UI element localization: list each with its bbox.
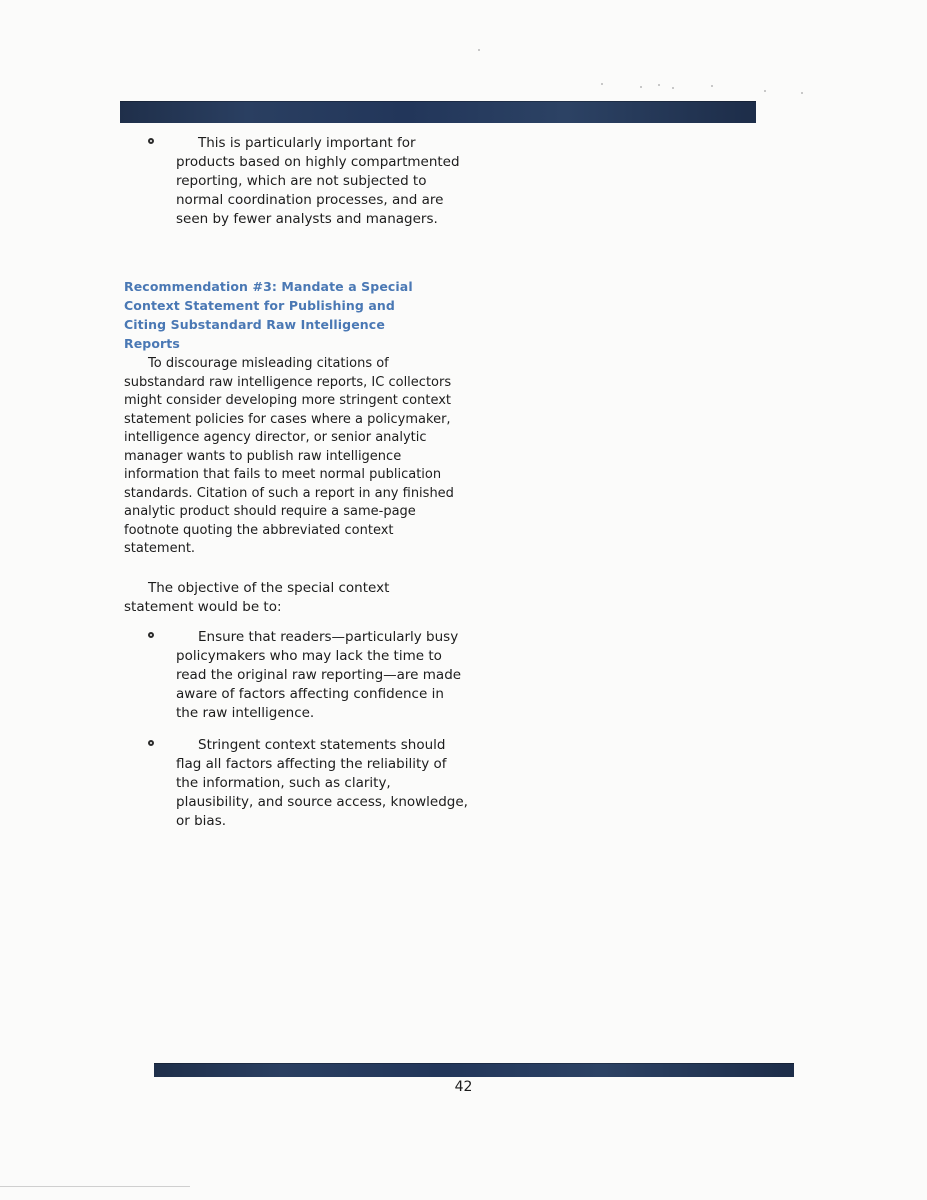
bullet-text bbox=[176, 736, 468, 831]
section-heading: Recommendation #3: Mandate a Special Context Statement for Publishing and Citing Substandard Raw Intelligence Reports bbox=[124, 279, 413, 351]
bullet-text bbox=[176, 628, 468, 723]
scan-speck bbox=[711, 85, 713, 87]
paragraph-1-text: To discourage misleading citations of substandard raw intelligence reports, IC collectors might consider developing more stringent context statement policies for cases where a policymaker, intelligence agency director, or senior analytic manager wants to publish raw intelligence information that fails to meet normal publication standards. Citation of such a report in any finished analytic product should require a same-page footnote quoting the abbreviated context statement. bbox=[124, 356, 454, 556]
page-number: 42 bbox=[454, 1079, 473, 1095]
scan-speck bbox=[640, 86, 642, 88]
scan-speck bbox=[672, 87, 674, 89]
bullet-item bbox=[148, 736, 468, 831]
bullet-icon bbox=[148, 632, 154, 638]
bullet-item bbox=[148, 134, 468, 229]
body-paragraph bbox=[124, 355, 454, 559]
footer-bar bbox=[154, 1063, 794, 1077]
bullet-1-text: This is particularly important for products based on highly compartmented reporting, which are not subjected to normal coordination processes, and are seen by fewer analysts and managers. bbox=[176, 135, 460, 227]
scan-edge-line bbox=[0, 1186, 190, 1187]
bullet-3-text: Stringent context statements should flag all factors affecting the reliability of the information, such as clarity, plausibility, and source access, knowledge, or bias. bbox=[176, 737, 468, 829]
scan-speck bbox=[801, 92, 803, 94]
bullet-item bbox=[148, 628, 468, 723]
scan-speck bbox=[478, 49, 480, 51]
scan-speck bbox=[658, 84, 660, 86]
body-paragraph bbox=[124, 579, 454, 617]
scan-speck bbox=[601, 83, 603, 85]
bullet-icon bbox=[148, 138, 154, 144]
bullet-icon bbox=[148, 740, 154, 746]
bullet-text bbox=[176, 134, 468, 229]
paragraph-2-text: The objective of the special context statement would be to: bbox=[124, 580, 390, 615]
header-bar bbox=[120, 101, 756, 123]
scan-speck bbox=[764, 90, 766, 92]
bullet-2-text: Ensure that readers—particularly busy policymakers who may lack the time to read the original raw reporting—are made aware of factors affecting confidence in the raw intelligence. bbox=[176, 629, 462, 721]
